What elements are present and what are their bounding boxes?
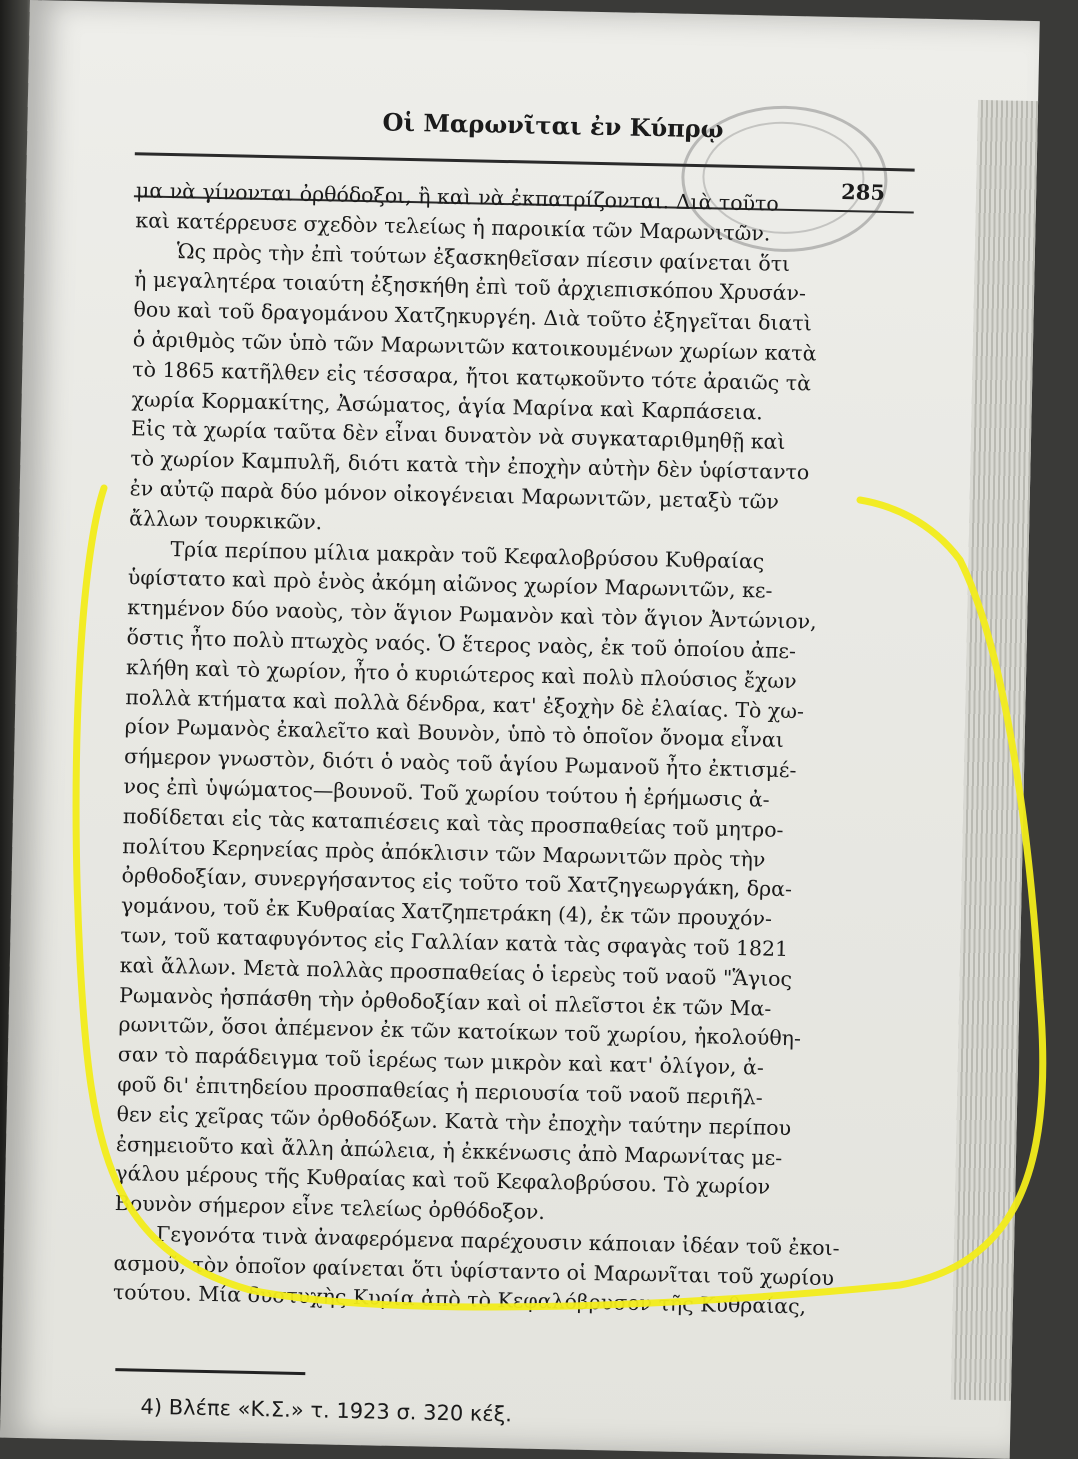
- text-line: φοῦ δι' ἐπιτηδείου προσπαθείας ἡ περιουσία τοῦ ναοῦ περιῆλ-: [117, 1071, 763, 1110]
- text-line: γάλου μέρους τῆς Κυθραίας καὶ τοῦ Κεφαλοβρύσου. Τὸ χωρίον: [115, 1161, 771, 1200]
- text-line: καὶ ἄλλων. Μετὰ πολλὰς προσπαθείας ὁ ἱερεὺς τοῦ ναοῦ "Ἅγιος: [119, 952, 793, 991]
- body-text: [113, 176, 962, 1325]
- text-line: ὁ ἀριθμὸς τῶν ὑπὸ τῶν Μαρωνιτῶν κατοικουμένων χωρίων κατὰ: [132, 327, 817, 366]
- text-line: ὑφίστατο καὶ πρὸ ἑνὸς ἀκόμη αἰῶνος χωρίον Μαρωνιτῶν, κε-: [127, 565, 773, 604]
- text-line: καὶ κατέρρευσε σχεδὸν τελείως ἡ παροικία τῶν Μαρωνιτῶν.: [135, 208, 771, 246]
- text-line: μα νὰ γίνονται ὀρθόδοξοι, ἢ καὶ νὰ ἐκπατρίζονται. Διὰ τοῦτο: [135, 178, 780, 216]
- text-line: ἐσημειοῦτο καὶ ἄλλη ἀπώλεια, ἡ ἐκκένωσις ἀπὸ Μαρωνίτας με-: [115, 1131, 783, 1170]
- text-line: ἡ μεγαλητέρα τοιαύτη ἐξησκήθη ἐπὶ τοῦ ἀρχιεπισκόπου Χρυσάν-: [133, 267, 807, 306]
- page-stack-edge: [951, 100, 1038, 1401]
- paragraph-1: [129, 176, 961, 551]
- text-line: ρωνιτῶν, ὅσοι ἀπέμενον ἐκ τῶν κατοίκων τοῦ χωρίου, ἠκολούθη-: [118, 1012, 802, 1051]
- text-line: κτημένον δύο ναοὺς, τὸν ἅγιον Ρωμανὸν καὶ τὸν ἅγιον Ἀντώνιον,: [127, 595, 817, 634]
- text-line: των, τοῦ καταφυγόντος εἰς Γαλλίαν κατὰ τὰς σφαγὰς τοῦ 1821: [120, 923, 789, 962]
- text-line: Γεγονότα τινὰ ἀναφερόμενα παρέχουσιν κάποιαν ἰδέαν τοῦ ἐκοι-: [155, 1221, 840, 1261]
- text-line: ασμοῦ, τὸν ὁποῖον φαίνεται ὅτι ὑφίσταντο οἱ Μαρωνῖται τοῦ χωρίου: [113, 1250, 835, 1290]
- running-header: Οἱ Μαρωνῖται ἐν Κύπρῳ: [382, 107, 724, 144]
- footnote-rule: [115, 1368, 305, 1375]
- text-line: πολίτου Κερηνείας πρὸς ἀπόκλισιν τῶν Μαρωνιτῶν πρὸς τὴν: [122, 833, 766, 872]
- text-line: τούτου. Μία δυστυχὴς Κυρία ἀπὸ τὸ Κεφαλόβρυσον τῆς Κυθραίας,: [112, 1280, 807, 1320]
- page-number: 285: [840, 179, 886, 205]
- text-line: τὸ χωρίον Καμπυλῆ, διότι κατὰ τὴν ἐποχὴν αὐτὴν δὲν ὑφίσταντο: [130, 446, 810, 485]
- text-line: ὀρθοδοξίαν, συνεργήσαντος εἰς τοῦτο τοῦ Χατζηγεωργάκη, δρα-: [121, 863, 793, 902]
- text-line: γομάνου, τοῦ ἐκ Κυθραίας Χατζηπετράκη (4), ἐκ τῶν προυχόν-: [120, 893, 773, 931]
- text-line: ρίον Ρωμανὸς ἐκαλεῖτο καὶ Βουνὸν, ὑπὸ τὸ ὁποῖον ὄνομα εἶναι: [124, 714, 785, 753]
- text-line: Εἰς τὰ χωρία ταῦτα δὲν εἶναι δυνατὸν νὰ συγκαταριθμηθῇ καὶ: [130, 416, 786, 455]
- text-line: θου καὶ τοῦ δραγομάνου Χατζηκυργέη. Διὰ τοῦτο ἐξηγεῖται διατὶ: [133, 297, 813, 336]
- text-line: Ὡς πρὸς τὴν ἐπὶ τούτων ἐξασκηθεῖσαν πίεσιν φαίνεται ὅτι: [176, 238, 791, 276]
- text-line: ποδίδεται εἰς τὰς καταπιέσεις καὶ τὰς προσπαθείας τοῦ μητρο-: [122, 803, 784, 842]
- text-line: χωρία Κορμακίτης, Ἀσώματος, ἁγία Μαρίνα καὶ Καρπάσεια.: [131, 386, 764, 425]
- text-line: ὅστις ἦτο πολὺ πτωχὸς ναός. Ὁ ἕτερος ναὸς, ἐκ τοῦ ὁποίου ἀπε-: [126, 625, 797, 664]
- text-line: κλήθη καὶ τὸ χωρίον, ἦτο ὁ κυριώτερος καὶ πολὺ πλούσιος ἔχων: [125, 654, 797, 693]
- text-line: πολλὰ κτήματα καὶ πολλὰ δένδρα, κατ' ἐξοχὴν δὲ ἐλαίας. Τὸ χω-: [125, 684, 805, 723]
- text-line: ἄλλων τουρκικῶν.: [128, 505, 323, 534]
- paragraph-2: [114, 534, 953, 1236]
- text-line: Βουνὸν σήμερον εἶνε τελείως ὀρθόδοξον.: [114, 1191, 546, 1225]
- text-line: ἐν αὐτῷ παρὰ δύο μόνον οἰκογένειαι Μαρωνιτῶν, μεταξὺ τῶν: [129, 476, 780, 514]
- text-line: σαν τὸ παράδειγμα τοῦ ἱερέως των μικρὸν καὶ κατ' ὀλίγον, ἀ-: [117, 1042, 765, 1080]
- text-line: νος ἐπὶ ὑψώματος—βουνοῦ. Τοῦ χωρίου τούτου ἡ ἐρήμωσις ἀ-: [123, 774, 770, 812]
- text-line: τὸ 1865 κατῆλθεν εἰς τέσσαρα, ἤτοι κατῳκοῦντο τότε ἀραιῶς τὰ: [132, 357, 812, 396]
- paragraph-3: [113, 1219, 940, 1326]
- text-line: Τρία περίπου μίλια μακρὰν τοῦ Κεφαλοβρύσου Κυθραίας: [170, 536, 765, 574]
- text-line: σήμερον γνωστὸν, διότι ὁ ναὸς τοῦ ἁγίου Ρωμανοῦ ἦτο ἐκτισμέ-: [123, 744, 797, 783]
- text-line: Ρωμανὸς ἠσπάσθη τὴν ὀρθοδοξίαν καὶ οἱ πλεῖστοι ἐκ τῶν Μα-: [118, 982, 772, 1021]
- footnote: 4) Βλέπε «Κ.Σ.» τ. 1923 σ. 320 κέξ.: [140, 1394, 513, 1427]
- text-line: θεν εἰς χεῖρας τῶν ὀρθοδόξων. Κατὰ τὴν ἐποχὴν ταύτην περίπου: [116, 1101, 792, 1140]
